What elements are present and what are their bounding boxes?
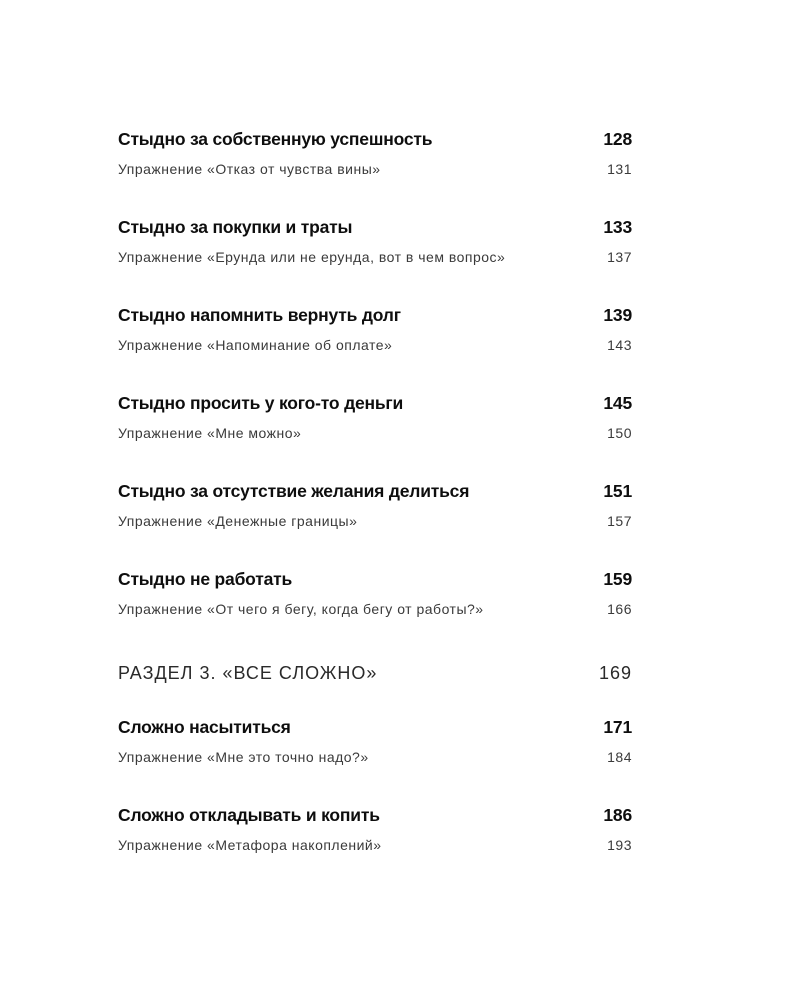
toc-chapter-entry[interactable] — [118, 481, 632, 502]
toc-exercise-entry[interactable] — [118, 601, 632, 617]
toc-exercise-entry[interactable] — [118, 749, 632, 765]
toc-page-number: 184 — [607, 749, 632, 765]
toc-chapter-entry[interactable] — [118, 305, 632, 326]
toc-page-number: 150 — [607, 425, 632, 441]
toc-chapter-entry[interactable] — [118, 569, 632, 590]
toc-exercise-title: Упражнение «Напоминание об оплате» — [118, 337, 393, 353]
toc-exercise-title: Упражнение «Метафора накоплений» — [118, 837, 382, 853]
toc-page-number: 137 — [607, 249, 632, 265]
toc-chapter-title: Стыдно не работать — [118, 569, 293, 589]
toc-exercise-entry[interactable] — [118, 161, 632, 177]
toc-chapter-title: Стыдно просить у кого-то деньги — [118, 393, 404, 413]
toc-chapter-entry[interactable] — [118, 217, 632, 238]
toc-chapter-entry[interactable] — [118, 717, 632, 738]
toc-exercise-entry[interactable] — [118, 837, 632, 853]
toc-page-number: 157 — [607, 513, 632, 529]
toc-page-number: 143 — [607, 337, 632, 353]
toc-chapter-entry[interactable] — [118, 805, 632, 826]
toc-section-title: РАЗДЕЛ 3. «ВСЕ СЛОЖНО» — [118, 663, 378, 683]
toc-page-number: 131 — [607, 161, 632, 177]
toc-exercise-entry[interactable] — [118, 513, 632, 529]
toc-page-number: 128 — [603, 129, 632, 149]
toc-exercise-title: Упражнение «Денежные границы» — [118, 513, 358, 529]
toc-page-number: 193 — [607, 837, 632, 853]
toc-chapter-title: Сложно откладывать и копить — [118, 805, 380, 825]
toc-page-number: 169 — [598, 663, 632, 683]
toc-section-heading[interactable] — [118, 663, 632, 684]
toc-page-number: 145 — [603, 393, 632, 413]
toc-chapter-title: Сложно насытиться — [118, 717, 291, 737]
toc-chapter-entry[interactable] — [118, 129, 632, 150]
toc-chapter-title: Стыдно напомнить вернуть долг — [118, 305, 401, 325]
toc-exercise-entry[interactable] — [118, 425, 632, 441]
toc-chapter-title: Стыдно за отсутствие желания делиться — [118, 481, 470, 501]
toc-exercise-title: Упражнение «Отказ от чувства вины» — [118, 161, 381, 177]
toc-chapter-title: Стыдно за покупки и траты — [118, 217, 353, 237]
toc-page-number: 171 — [603, 717, 632, 737]
toc-exercise-title: Упражнение «Ерунда или не ерунда, вот в чем вопрос» — [118, 249, 506, 265]
toc-page-number: 186 — [603, 805, 632, 825]
toc-exercise-title: Упражнение «Мне это точно надо?» — [118, 749, 369, 765]
toc-chapter-title: Стыдно за собственную успешность — [118, 129, 433, 149]
toc-exercise-title: Упражнение «От чего я бегу, когда бегу от работы?» — [118, 601, 484, 617]
toc-page-number: 166 — [607, 601, 632, 617]
toc-exercise-entry[interactable] — [118, 337, 632, 353]
toc-exercise-title: Упражнение «Мне можно» — [118, 425, 302, 441]
toc-exercise-entry[interactable] — [118, 249, 632, 265]
toc-page-number: 159 — [603, 569, 632, 589]
toc-page-number: 151 — [603, 481, 632, 501]
toc-page-number: 139 — [603, 305, 632, 325]
toc-chapter-entry[interactable] — [118, 393, 632, 414]
toc-page-number: 133 — [603, 217, 632, 237]
